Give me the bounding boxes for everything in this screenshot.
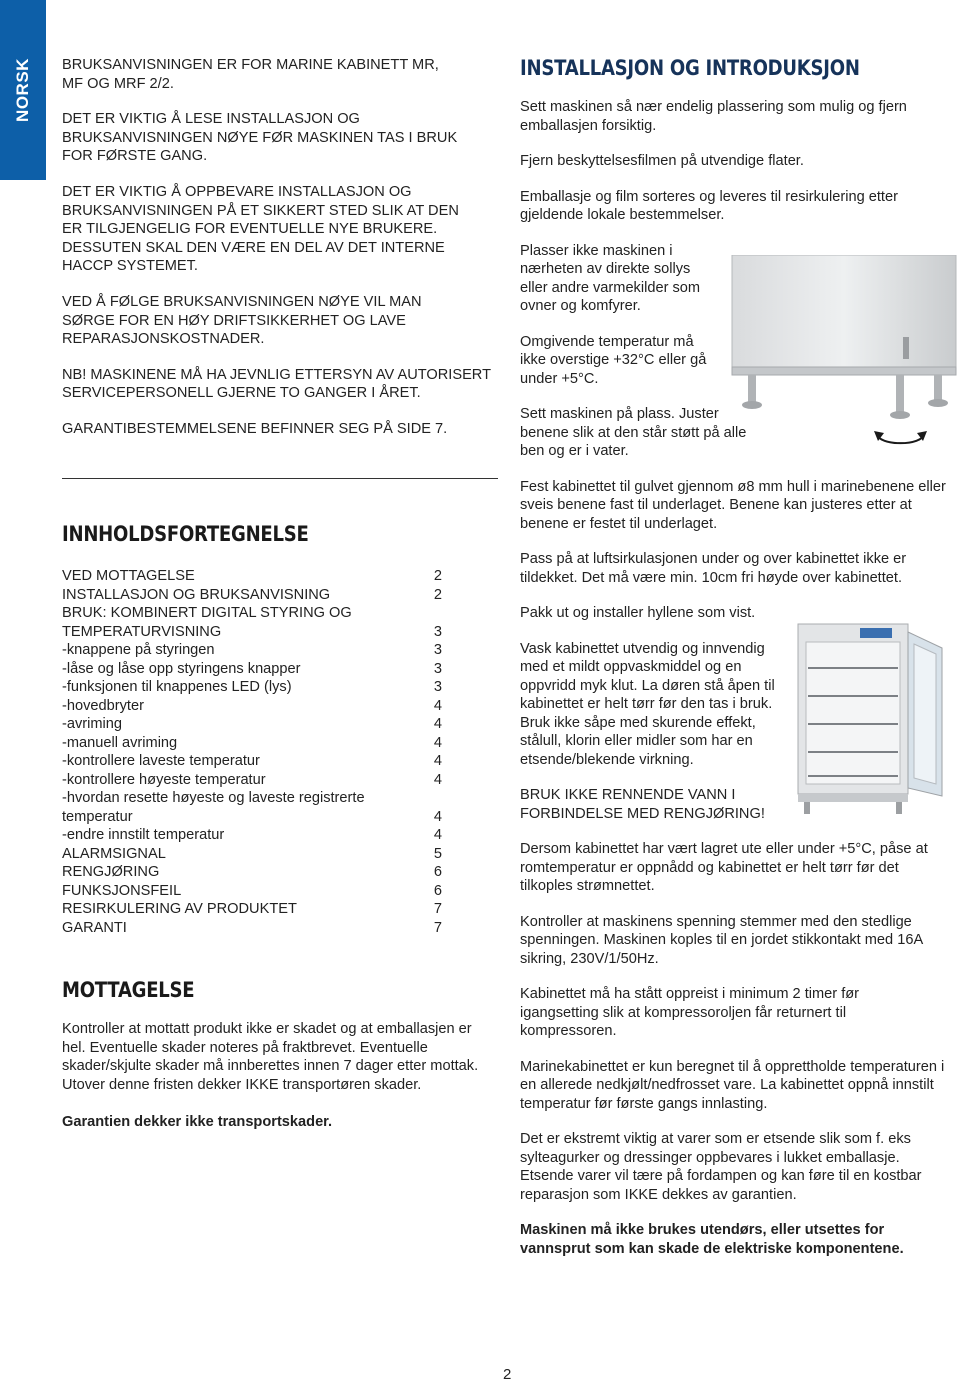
toc-row bbox=[62, 623, 442, 642]
toc-title: INNHOLDSFORTEGNELSE bbox=[62, 522, 309, 546]
toc-entry-label: -avriming bbox=[62, 716, 123, 732]
toc-row bbox=[62, 771, 442, 790]
intro-section bbox=[62, 56, 498, 439]
toc-row bbox=[62, 660, 442, 679]
installation-paragraph: Fjern beskyttelsesfilmen på utvendige flater. bbox=[520, 153, 804, 169]
toc-row bbox=[62, 752, 442, 771]
receiving-text: Kontroller at mottatt produkt ikke er skadet og at emballasjen er hel. Eventuelle skader noteres på fraktbrevet. Eventuelle skader/skjulte skader må innberettes innen 7 dager etter mottak. Utover denne fristen dekker IKKE transportøren skader. bbox=[62, 1021, 479, 1093]
open-cabinet-illustration bbox=[790, 618, 950, 818]
toc-row bbox=[62, 734, 442, 753]
installation-paragraph: Plasser ikke maskinen i nærheten av direkte sollys eller andre varmekilder som ovner og komfyrer. bbox=[520, 242, 701, 314]
toc-heading bbox=[62, 522, 349, 546]
toc-row bbox=[62, 826, 442, 845]
toc-entry-page: 6 bbox=[433, 882, 442, 899]
intro-paragraph: NB! MASKINENE MÅ HA JEVNLIG ETTERSYN AV AUTORISERT SERVICEPERSONELL GJERNE TO GANGER I ÅRET. bbox=[62, 366, 491, 402]
intro-paragraph: GARANTIBESTEMMELSENE BEFINNER SEG PÅ SIDE 7. bbox=[62, 420, 448, 437]
toc-row bbox=[62, 789, 442, 808]
toc-entry-page: 2 bbox=[433, 586, 442, 603]
outdoor-warning: Maskinen må ikke brukes utendørs, eller utsettes for vannsprut som kan skade de elektriske komponentene. bbox=[520, 1222, 904, 1257]
toc-entry-label: GARANTI bbox=[62, 919, 127, 936]
installation-paragraph: Kontroller at maskinens spenning stemmer med den stedlige spenningen. Maskinen koples til en jordet stikkontakt med 16A sikring, 230V/1/50Hz. bbox=[520, 913, 923, 967]
installation-title: INSTALLASJON OG INTRODUKSJON bbox=[520, 56, 860, 80]
installation-paragraph: Emballasje og film sorteres og leveres til resirkulering etter gjeldende lokale bestemmelser. bbox=[520, 188, 898, 223]
installation-paragraph: Sett maskinen så nær endelig plassering som mulig og fjern emballasjen forsiktig. bbox=[520, 99, 907, 134]
toc-entry-page: 4 bbox=[433, 753, 442, 769]
installation-paragraph: Vask kabinettet utvendig og innvendig med et mildt oppvaskmiddel og en oppvridd myk klut. La døren stå åpen til kabinettet er helt tørr før den tas i bruk. Bruk ikke såpe med skurende effekt, stålull, klorin eller midler som har en etsende/blekende virkning. bbox=[520, 640, 775, 768]
toc-entry-page: 4 bbox=[433, 697, 442, 714]
installation-paragraph: Dersom kabinettet har vært lagret ute eller under +5°C, påse at romtemperatur er oppnådd og kabinettet er helt tørr før det tilkoples strømnettet. bbox=[520, 841, 928, 894]
receiving-warning: Garantien dekker ikke transportskader. bbox=[62, 1114, 333, 1131]
toc-entry-label: -kontrollere laveste temperatur bbox=[62, 753, 260, 769]
receiving-heading bbox=[62, 978, 216, 1002]
toc-row bbox=[62, 919, 442, 938]
toc-entry-label: -låse og låse opp styringens knapper bbox=[62, 660, 301, 677]
toc-row bbox=[62, 845, 442, 864]
toc-entry-label: VED MOTTAGELSE bbox=[62, 568, 195, 584]
cabinet-legs-illustration bbox=[728, 255, 958, 455]
toc-row bbox=[62, 715, 442, 734]
toc-entry-page: 4 bbox=[433, 734, 442, 751]
toc-row bbox=[62, 697, 442, 716]
toc-entry-page: 2 bbox=[433, 568, 442, 584]
toc-entry-label: -manuell avriming bbox=[62, 734, 178, 751]
toc-entry-page: 4 bbox=[433, 808, 442, 825]
toc-entry-label: -hovedbryter bbox=[62, 697, 144, 714]
toc-row bbox=[62, 678, 442, 697]
installation-paragraph: Marinekabinettet er kun beregnet til å opprettholde temperaturen i en allerede nedkjølt/nedfrosset vare. La kabinettet oppnå innstilt temperatur før første gangs innlasting. bbox=[520, 1058, 945, 1112]
installation-paragraph: Sett maskinen på plass. Juster benene slik at den står støtt på alle ben og er i vater. bbox=[520, 406, 747, 459]
toc-row bbox=[62, 641, 442, 660]
toc-entry-page: 5 bbox=[433, 845, 442, 862]
toc-entry-label: BRUK: KOMBINERT DIGITAL STYRING OG bbox=[62, 605, 352, 621]
toc-entry-page: 6 bbox=[433, 864, 442, 880]
toc-row bbox=[62, 900, 442, 919]
toc-entry-page: 3 bbox=[433, 660, 442, 677]
receiving-section bbox=[62, 1020, 498, 1132]
toc-row bbox=[62, 882, 442, 901]
toc-entry-page bbox=[428, 604, 442, 623]
toc-entry-label: -knappene på styringen bbox=[62, 642, 215, 658]
toc-entry-page: 7 bbox=[433, 901, 442, 917]
language-tab bbox=[0, 0, 46, 180]
intro-paragraph: BRUKSANVISNINGEN ER FOR MARINE KABINETT MR, MF OG MRF 2/2. bbox=[62, 57, 439, 92]
toc-row bbox=[62, 604, 442, 623]
toc-entry-label: INSTALLASJON OG BRUKSANVISNING bbox=[62, 586, 331, 603]
toc-entry-label: RENGJØRING bbox=[62, 864, 160, 880]
toc-row bbox=[62, 808, 442, 827]
installation-paragraph: Pass på at luftsirkulasjonen under og over kabinettet ikke er tildekket. Det må være min. 10cm fri høyde over kabinettet. bbox=[520, 551, 907, 586]
intro-paragraph: DET ER VIKTIG Å LESE INSTALLASJON OG BRUKSANVISNINGEN NØYE FØR MASKINEN TAS I BRUK FOR FØRSTE GANG. bbox=[62, 111, 458, 165]
installation-paragraph: Omgivende temperatur må ikke overstige +32°C eller gå under +5°C. bbox=[520, 333, 707, 387]
toc-entry-label: -kontrollere høyeste temperatur bbox=[62, 771, 266, 788]
toc-entry-page: 4 bbox=[433, 716, 442, 732]
toc-row bbox=[62, 863, 442, 882]
toc-entry-page: 7 bbox=[433, 919, 442, 936]
receiving-title: MOTTAGELSE bbox=[62, 978, 195, 1002]
toc-row bbox=[62, 567, 442, 586]
toc-entry-label: -hvordan resette høyeste og laveste registrerte bbox=[62, 790, 365, 806]
installation-paragraph: Fest kabinettet til gulvet gjennom ø8 mm hull i marinebenene eller sveis benene fast til underlaget. Benene kan justeres etter at benene er festet til underlaget. bbox=[520, 478, 946, 532]
toc-entry-page: 3 bbox=[433, 679, 442, 695]
toc-entry-label: -endre innstilt temperatur bbox=[62, 827, 225, 843]
toc-entry-page: 4 bbox=[433, 827, 442, 843]
language-tab-label: NORSK bbox=[13, 58, 32, 122]
toc-row bbox=[62, 586, 442, 605]
intro-paragraph: VED Å FØLGE BRUKSANVISNINGEN NØYE VIL MAN SØRGE FOR EN HØY DRIFTSIKKERHET OG LAVE REPARASJONSKOSTNADER. bbox=[62, 293, 422, 348]
toc-entry-label: RESIRKULERING AV PRODUKTET bbox=[62, 901, 297, 917]
toc-entry-label: FUNKSJONSFEIL bbox=[62, 882, 182, 899]
toc-entry-label: temperatur bbox=[62, 808, 133, 825]
page-number: 2 bbox=[503, 1366, 512, 1383]
installation-paragraph: Pakk ut og installer hyllene som vist. bbox=[520, 605, 756, 621]
toc-entry-page: 4 bbox=[433, 771, 442, 788]
toc-entry-page: 3 bbox=[433, 642, 442, 658]
table-of-contents bbox=[62, 567, 442, 937]
installation-warning: BRUK IKKE RENNENDE VANN I FORBINDELSE MED RENGJØRING! bbox=[520, 787, 765, 822]
toc-entry-page: 3 bbox=[433, 623, 442, 640]
intro-paragraph: DET ER VIKTIG Å OPPBEVARE INSTALLASJON OG BRUKSANVISNINGEN PÅ ET SIKKERT STED SLIK AT DEN ER TILGJENGELIG FOR EVENTUELLE NYE BRUKERE. DESSUTEN SKAL DEN VÆRE EN DEL AV DET INTERNE HACCP SYSTEMET. bbox=[62, 183, 459, 275]
installation-paragraph: Det er ekstremt viktig at varer som er etsende slik som f. eks sylteagurker og dressinger oppbevares i lukket emballasje. Etsende varer vil tære på fordampen og kan føre til en kostbar reparasjon som IKKE dekkes av garantien. bbox=[520, 1131, 922, 1203]
toc-entry-page bbox=[428, 789, 442, 808]
installation-paragraph: Kabinettet må ha stått oppreist i minimum 2 timer før igangsetting slik at kompressoroljen får returnert til kompressoren. bbox=[520, 986, 860, 1039]
toc-entry-label: -funksjonen til knappenes LED (lys) bbox=[62, 679, 292, 695]
toc-entry-label: ALARMSIGNAL bbox=[62, 845, 166, 862]
section-divider bbox=[62, 478, 498, 479]
toc-entry-label: TEMPERATURVISNING bbox=[62, 623, 222, 640]
